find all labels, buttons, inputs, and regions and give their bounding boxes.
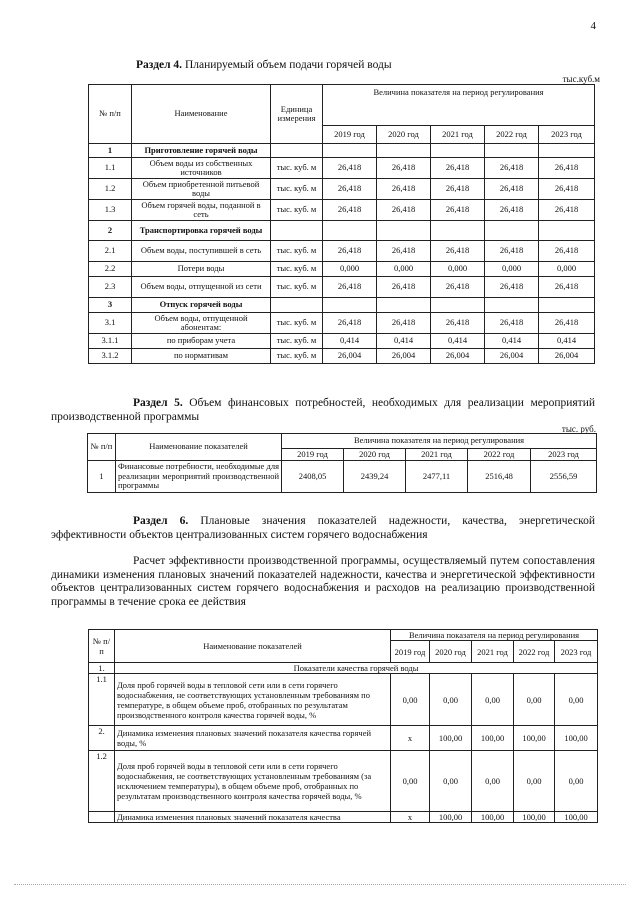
table-row: [89, 241, 595, 262]
empty-cell: [539, 298, 595, 313]
value-cell: 26,418: [377, 179, 431, 200]
table-row: [89, 812, 598, 823]
row-num: 1: [88, 461, 116, 493]
value-cell: 26,418: [431, 313, 485, 334]
group-row: [89, 144, 595, 158]
t3-num-header: № п/п: [89, 630, 115, 663]
row-num: 2.1: [89, 241, 132, 262]
empty-cell: [323, 144, 377, 158]
table-row: [89, 726, 598, 751]
table-row: [89, 262, 595, 277]
period-header: Величина показателя на период регулирования: [323, 85, 595, 126]
row-unit: тыс. куб. м: [271, 241, 323, 262]
value-cell: 2556,59: [531, 461, 597, 493]
group-title: Транспортировка горячей воды: [132, 221, 271, 241]
value-cell: 0,00: [555, 751, 598, 812]
value-cell: 26,418: [431, 241, 485, 262]
value-cell: 0,414: [377, 334, 431, 349]
year-header: 2019 год: [282, 449, 344, 461]
row-num: 2.: [89, 726, 115, 751]
row-num: 3: [89, 298, 132, 313]
year-header: 2020 год: [377, 126, 431, 144]
value-cell: 0,00: [514, 674, 555, 726]
section6-heading: [51, 515, 595, 542]
t3-group-num: 1.: [89, 663, 115, 674]
value-cell: 100,00: [555, 812, 598, 823]
row-num: [89, 812, 115, 823]
value-cell: 26,418: [539, 158, 595, 179]
year-header: 2020 год: [430, 641, 472, 663]
row-name: Доля проб горячей воды в тепловой сети или в сети горячего водоснабжения, не соответствующих установленным требованиям (за исключением температуры), в общем объеме проб, отобранных по результатам производственного контроля качества горячей воды, %: [115, 751, 391, 812]
col-unit-header: Единица измерения: [271, 85, 323, 144]
value-cell: 0,00: [430, 674, 472, 726]
page-number: 4: [590, 20, 596, 32]
financial-needs-table: [87, 433, 597, 493]
empty-cell: [431, 221, 485, 241]
col-name-header: Наименование: [132, 85, 271, 144]
col-num-header: № п/п: [89, 85, 132, 144]
row-num: 1.1: [89, 674, 115, 726]
table-row: [89, 334, 595, 349]
row-num: 3.1.1: [89, 334, 132, 349]
t3-group-title: Показатели качества горячей воды: [115, 663, 598, 674]
year-header: 2019 год: [323, 126, 377, 144]
value-cell: 100,00: [555, 726, 598, 751]
section5-title: Объем финансовых потребностей, необходимых для реализации мероприятий производственной программы: [51, 397, 596, 423]
row-num: 1.2: [89, 751, 115, 812]
value-cell: 26,004: [539, 349, 595, 364]
year-header: 2022 год: [514, 641, 555, 663]
t3-name-header: Наименование показателей: [115, 630, 391, 663]
row-unit: тыс. куб. м: [271, 158, 323, 179]
year-header: 2022 год: [468, 449, 531, 461]
row-name: Объем горячей воды, поданной в сеть: [132, 200, 271, 221]
value-cell: x: [391, 812, 430, 823]
row-unit: тыс. куб. м: [271, 334, 323, 349]
group-row: [89, 298, 595, 313]
table-row: [89, 158, 595, 179]
value-cell: 26,418: [323, 179, 377, 200]
value-cell: 2408,05: [282, 461, 344, 493]
row-num: 3.1.2: [89, 349, 132, 364]
value-cell: 26,418: [377, 200, 431, 221]
value-cell: 26,418: [485, 313, 539, 334]
empty-cell: [323, 221, 377, 241]
row-name: Доля проб горячей воды в тепловой сети или в сети горячего водоснабжения, не соответствующих установленным требованиям по температуре, в общем объеме проб, отобранных по результатам производственного контроля качества горячей воды, %: [115, 674, 391, 726]
section4-heading: [136, 58, 392, 72]
row-num: 1.1: [89, 158, 132, 179]
value-cell: 0,000: [431, 262, 485, 277]
row-name: Объем воды из собственных источников: [132, 158, 271, 179]
row-unit: тыс. куб. м: [271, 277, 323, 298]
page-bottom-edge: [14, 884, 626, 887]
value-cell: 0,000: [539, 262, 595, 277]
table-row: [89, 277, 595, 298]
value-cell: 26,418: [323, 200, 377, 221]
table-row: [89, 313, 595, 334]
value-cell: 0,414: [431, 334, 485, 349]
year-header: 2023 год: [531, 449, 597, 461]
row-name: Объем воды, поступившей в сеть: [132, 241, 271, 262]
value-cell: 26,418: [377, 241, 431, 262]
year-header: 2023 год: [539, 126, 595, 144]
row-unit: тыс. куб. м: [271, 313, 323, 334]
value-cell: 2439,24: [344, 461, 406, 493]
value-cell: 0,000: [323, 262, 377, 277]
empty-cell: [485, 144, 539, 158]
year-header: 2019 год: [391, 641, 430, 663]
value-cell: 26,418: [539, 200, 595, 221]
value-cell: 0,00: [555, 674, 598, 726]
value-cell: 100,00: [514, 812, 555, 823]
value-cell: 26,418: [485, 179, 539, 200]
empty-cell: [539, 144, 595, 158]
row-name: Потери воды: [132, 262, 271, 277]
row-num: 1.3: [89, 200, 132, 221]
empty-cell: [431, 298, 485, 313]
value-cell: 100,00: [430, 812, 472, 823]
value-cell: 0,000: [377, 262, 431, 277]
row-name: Объем воды, отпущенной из сети: [132, 277, 271, 298]
empty-cell: [271, 221, 323, 241]
value-cell: 26,418: [431, 277, 485, 298]
value-cell: 26,418: [431, 200, 485, 221]
value-cell: 26,418: [539, 277, 595, 298]
section5-unit: тыс. руб.: [561, 424, 596, 434]
table-row: [88, 461, 597, 493]
t2-period-header: Величина показателя на период регулирования: [282, 434, 597, 449]
section5-heading: [51, 397, 595, 424]
value-cell: 0,000: [485, 262, 539, 277]
year-header: 2021 год: [431, 126, 485, 144]
empty-cell: [377, 221, 431, 241]
value-cell: 0,414: [485, 334, 539, 349]
section4-title: Планируемый объем подачи горячей воды: [184, 59, 392, 71]
value-cell: x: [391, 726, 430, 751]
t2-name-header: Наименование показателей: [116, 434, 282, 461]
empty-cell: [271, 144, 323, 158]
table-row: [89, 674, 598, 726]
value-cell: 0,00: [514, 751, 555, 812]
empty-cell: [485, 221, 539, 241]
value-cell: 26,004: [323, 349, 377, 364]
value-cell: 0,00: [391, 751, 430, 812]
section4-unit: тыс.куб.м: [562, 74, 600, 84]
section5-label: Раздел 5.: [133, 397, 183, 409]
value-cell: 26,418: [431, 179, 485, 200]
row-name: Финансовые потребности, необходимые для реализации мероприятий производственной программы: [116, 461, 282, 493]
value-cell: 0,414: [539, 334, 595, 349]
year-header: 2021 год: [406, 449, 468, 461]
row-unit: тыс. куб. м: [271, 349, 323, 364]
row-num: 2.3: [89, 277, 132, 298]
value-cell: 26,418: [485, 200, 539, 221]
row-num: 2: [89, 221, 132, 241]
empty-cell: [377, 144, 431, 158]
supply-volume-table: [88, 84, 595, 364]
value-cell: 26,004: [485, 349, 539, 364]
empty-cell: [323, 298, 377, 313]
t2-num-header: № п/п: [88, 434, 116, 461]
value-cell: 26,418: [485, 277, 539, 298]
value-cell: 26,418: [323, 277, 377, 298]
value-cell: 26,418: [323, 158, 377, 179]
t3-period-header: Величина показателя на период регулирования: [391, 630, 598, 641]
value-cell: 26,418: [539, 179, 595, 200]
year-header: 2020 год: [344, 449, 406, 461]
empty-cell: [539, 221, 595, 241]
row-name: Объем воды, отпущенной абонентам:: [132, 313, 271, 334]
section6-label: Раздел 6.: [133, 515, 189, 527]
value-cell: 26,418: [485, 241, 539, 262]
group-row: [89, 221, 595, 241]
value-cell: 100,00: [514, 726, 555, 751]
row-name: Динамика изменения плановых значений показателя качества горячей воды, %: [115, 726, 391, 751]
table-row: [89, 200, 595, 221]
section4-label: Раздел 4.: [136, 59, 183, 71]
table-row: [89, 349, 595, 364]
year-header: 2022 год: [485, 126, 539, 144]
year-header: 2023 год: [555, 641, 598, 663]
value-cell: 0,414: [323, 334, 377, 349]
row-num: 1.2: [89, 179, 132, 200]
value-cell: 26,004: [377, 349, 431, 364]
quality-indicators-table: [88, 629, 598, 823]
section6-title: Плановые значения показателей надежности, качества, энергетической эффективности объектов централизованных систем горячего водоснабжения: [51, 515, 595, 541]
table-row: [89, 751, 598, 812]
value-cell: 0,00: [430, 751, 472, 812]
value-cell: 26,418: [431, 158, 485, 179]
value-cell: 26,418: [323, 313, 377, 334]
row-num: 1: [89, 144, 132, 158]
value-cell: 26,418: [485, 158, 539, 179]
year-header: 2021 год: [472, 641, 514, 663]
group-title: Приготовление горячей воды: [132, 144, 271, 158]
empty-cell: [431, 144, 485, 158]
value-cell: 2516,48: [468, 461, 531, 493]
value-cell: 100,00: [472, 726, 514, 751]
empty-cell: [485, 298, 539, 313]
value-cell: 100,00: [430, 726, 472, 751]
table-row: [89, 179, 595, 200]
value-cell: 26,418: [377, 277, 431, 298]
value-cell: 26,418: [377, 313, 431, 334]
row-unit: тыс. куб. м: [271, 262, 323, 277]
row-num: 3.1: [89, 313, 132, 334]
value-cell: 0,00: [472, 674, 514, 726]
row-name: по приборам учета: [132, 334, 271, 349]
row-name: по нормативам: [132, 349, 271, 364]
value-cell: 26,004: [431, 349, 485, 364]
row-unit: тыс. куб. м: [271, 179, 323, 200]
row-name: Объем приобретенной питьевой воды: [132, 179, 271, 200]
empty-cell: [377, 298, 431, 313]
group-title: Отпуск горячей воды: [132, 298, 271, 313]
row-name: Динамика изменения плановых значений показателя качества: [115, 812, 391, 823]
value-cell: 26,418: [377, 158, 431, 179]
value-cell: 2477,11: [406, 461, 468, 493]
empty-cell: [271, 298, 323, 313]
row-unit: тыс. куб. м: [271, 200, 323, 221]
value-cell: 26,418: [539, 313, 595, 334]
value-cell: 26,418: [539, 241, 595, 262]
value-cell: 26,418: [323, 241, 377, 262]
value-cell: 0,00: [472, 751, 514, 812]
value-cell: 0,00: [391, 674, 430, 726]
value-cell: 100,00: [472, 812, 514, 823]
section6-paragraph: Расчет эффективности производственной программы, осуществляемый путем сопоставления динамики изменения плановых значений показателей надежности, качества и энергетической эффективности объектов централизованных систем горячего водоснабжения и расходов на реализацию производственной программы в течение срока ее действия: [51, 555, 595, 608]
row-num: 2.2: [89, 262, 132, 277]
